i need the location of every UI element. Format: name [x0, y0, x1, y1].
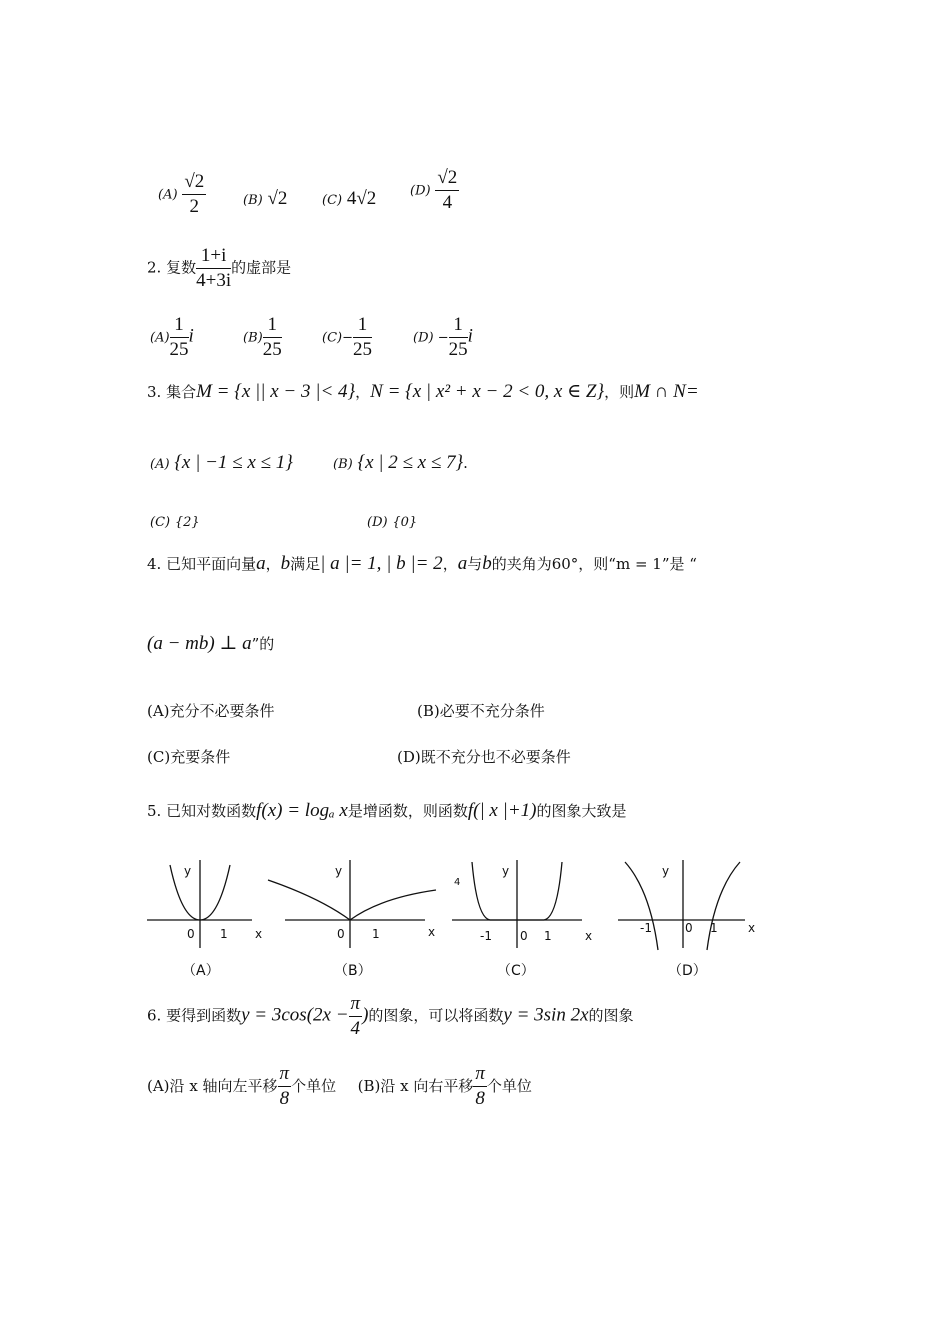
graph-d-x-label: x	[748, 921, 756, 935]
q5-graphs	[0, 850, 950, 990]
graph-b-tick-0: 0	[337, 927, 345, 941]
q3-option-d: (D) {0}	[367, 515, 418, 530]
curve-right	[707, 862, 740, 950]
q2-option-c: (C)− $\frac{1}{25}$	[322, 314, 372, 360]
graph-a-caption: （A）	[182, 963, 220, 979]
graph-c-tick-1: 1	[544, 929, 552, 943]
q4-option-a: (A)充分不必要条件	[147, 702, 275, 720]
graph-d-caption: （D）	[668, 963, 707, 979]
graph-a-tick-1: 1	[220, 927, 228, 941]
fraction: $\frac{1}{25}$	[352, 314, 372, 360]
q2-option-b: (B) $\frac{1}{25}$	[243, 314, 282, 360]
graph-c-x-label: x	[585, 929, 593, 943]
q4-option-d: (D)既不充分也不必要条件	[397, 748, 571, 766]
graph-b-y-label: y	[335, 864, 343, 878]
q4-option-b: (B)必要不充分条件	[417, 702, 545, 720]
curve-right	[350, 890, 436, 920]
q2-option-d: (D) − $\frac{1}{25}$ i	[413, 314, 473, 360]
q1-option-c: (C) 4√2	[322, 188, 377, 209]
q1-option-b: (B) √2	[243, 188, 288, 209]
q5-stem: 5. 已知对数函数f(x) = logₐ x是增函数，则函数f(| x |+1)的图象大致是	[147, 800, 627, 821]
graph-c-tick-neg1: -1	[480, 929, 492, 943]
q3-stem: 3. 集合M = {x || x − 3 |< 4}，N = {x | x² + x − 2 < 0, x ∈ Z}，则M ∩ N=	[147, 381, 699, 402]
graph-b-caption: （B）	[334, 963, 372, 979]
q1-option-a: (A) $\frac{√2}{2}$	[158, 171, 205, 217]
graph-b-tick-1: 1	[372, 927, 380, 941]
graph-d-tick-neg1: -1	[640, 921, 652, 935]
graph-c-tick-0: 0	[520, 929, 528, 943]
fraction: $\frac{√2}{4}$	[437, 167, 458, 213]
fraction: $\frac{\pi}{4}$	[350, 993, 361, 1039]
graph-d-tick-1: 1	[710, 921, 718, 935]
q6-options	[147, 1062, 532, 1111]
vector-b: b	[482, 553, 492, 574]
q6-option-a: (A)沿 x 轴向左平移 $\frac{\pi}{8}$ 个单位	[147, 1063, 337, 1109]
graph-a-x-label: x	[255, 927, 263, 941]
fraction: $\frac{√2}{2}$	[184, 171, 205, 217]
q2-option-a: (A) $\frac{1}{25}$ i	[150, 314, 194, 360]
q4-stem: 4. 已知平面向量a，b满足| a |= 1, | b |= 2，a与b的夹角为60°，则“m = 1”是 “	[147, 553, 697, 574]
graph-d	[618, 860, 745, 950]
q6-option-b: (B)沿 x 向右平移 $\frac{\pi}{8}$ 个单位	[357, 1063, 532, 1109]
q4-stem-line2: (a − mb) ⊥ a”的	[147, 633, 275, 654]
graph-c	[452, 860, 582, 948]
fraction: $\frac{\pi}{8}$	[475, 1063, 485, 1109]
q3-option-b: (B) {x | 2 ≤ x ≤ 7}.	[333, 452, 468, 473]
q6-stem: 6. 要得到函数y = 3cos(2x − $\frac{\pi}{4}$ )的图象，可以将函数y = 3sin 2x的图象	[147, 993, 634, 1039]
q4-option-c: (C)充要条件	[147, 748, 231, 766]
graph-b	[268, 860, 436, 948]
q2-stem: 2. 复数 $\frac{1+i}{4+3i}$ 的虚部是	[147, 245, 292, 291]
curve-left	[268, 880, 350, 920]
graph-d-y-label: y	[662, 864, 670, 878]
fraction: $\frac{\pi}{8}$	[279, 1063, 290, 1109]
graph-b-x-label: x	[428, 925, 436, 939]
fraction: $\frac{1}{25}$	[448, 314, 468, 360]
curve-left	[625, 862, 658, 950]
graph-a-tick-0: 0	[187, 927, 195, 941]
q1-option-d: (D) $\frac{√2}{4}$	[410, 167, 458, 213]
graph-c-stray-mark: 4	[454, 877, 461, 888]
q3-option-a: (A) {x | −1 ≤ x ≤ 1}	[150, 452, 293, 473]
graph-c-y-label: y	[502, 864, 510, 878]
fraction: $\frac{1+i}{4+3i}$	[196, 245, 232, 291]
graph-d-tick-0: 0	[685, 921, 693, 935]
fraction: $\frac{1}{25}$	[262, 314, 282, 360]
graph-a	[147, 860, 252, 948]
q3-option-c: (C) {2}	[150, 515, 200, 530]
graph-a-y-label: y	[184, 864, 192, 878]
fraction: $\frac{1}{25}$	[169, 314, 189, 360]
graph-c-caption: （C）	[497, 963, 535, 979]
vector-a: a	[457, 553, 468, 574]
